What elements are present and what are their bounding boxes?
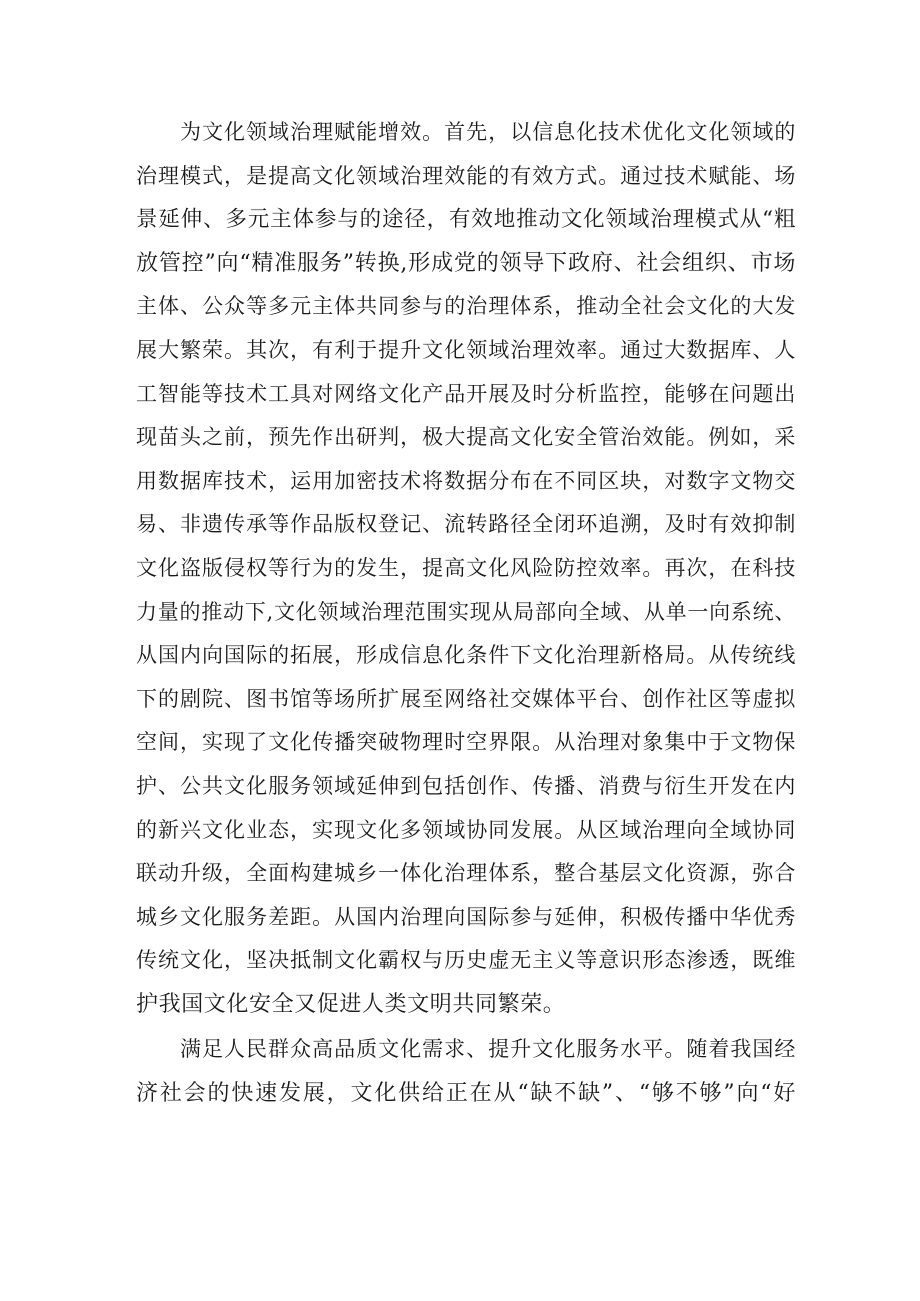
text-line: 济社会的快速发展，文化供给正在从“缺不缺”、“够不够”向“好: [136, 1080, 796, 1106]
text-line: 为文化领域治理赋能增效。首先，以信息化技术优化文化领域的: [180, 120, 796, 144]
text-line: 文化盗版侵权等行为的发生，提高文化风险防控效率。再次，在科技: [136, 555, 796, 580]
text-line: 从国内向国际的拓展，形成信息化条件下文化治理新格局。从传统线: [136, 643, 796, 668]
text-line: 主体、公众等多元主体共同参与的治理体系，推动全社会文化的大发: [136, 294, 796, 319]
text-line: 护、公共文化服务领域延伸到包括创作、传播、消费与衍生开发在内: [136, 773, 796, 798]
text-line: 现苗头之前，预先作出研判，极大提高文化安全管治效能。例如，采: [136, 425, 796, 450]
text-line: 满足人民群众高品质文化需求、提升文化服务水平。随着我国经: [180, 1037, 796, 1061]
text-line: 景延伸、多元主体参与的途径，有效地推动文化领域治理模式从“粗: [136, 207, 796, 233]
text-line: 易、非遗传承等作品版权登记、流转路径全闭环追溯，及时有效抑制: [136, 512, 796, 537]
paragraph-2: [136, 1028, 796, 1115]
text-line: 用数据库技术，运用加密技术将数据分布在不同区块，对数字文物交: [136, 468, 796, 493]
text-line: 空间，实现了文化传播突破物理时空界限。从治理对象集中于文物保: [136, 730, 796, 755]
text-line: 展大繁荣。其次，有利于提升文化领域治理效率。通过大数据库、人: [136, 337, 796, 362]
text-line: 传统文化，坚决抵制文化霸权与历史虚无主义等意识形态渗透，既维: [136, 948, 796, 973]
text-line: 联动升级，全面构建城乡一体化治理体系，整合基层文化资源，弥合: [136, 861, 796, 886]
text-line: 放管控”向“精准服务”转换,形成党的领导下政府、社会组织、市场: [136, 250, 796, 276]
text-line: 下的剧院、图书馆等场所扩展至网络社交媒体平台、创作社区等虚拟: [136, 686, 796, 711]
text-line: 的新兴文化业态，实现文化多领域协同发展。从区域治理向全域协同: [136, 817, 796, 842]
paragraph-1: [136, 111, 796, 1026]
text-line: 力量的推动下,文化领域治理范围实现从局部向全域、从单一向系统、: [136, 599, 796, 624]
text-line: 治理模式，是提高文化领域治理效能的有效方式。通过技术赋能、场: [136, 163, 796, 188]
text-line: 护我国文化安全又促进人类文明共同繁荣。: [136, 991, 566, 1017]
text-line: 工智能等技术工具对网络文化产品开展及时分析监控，能够在问题出: [136, 381, 796, 406]
text-line: 城乡文化服务差距。从国内治理向国际参与延伸，积极传播中华优秀: [136, 904, 796, 929]
